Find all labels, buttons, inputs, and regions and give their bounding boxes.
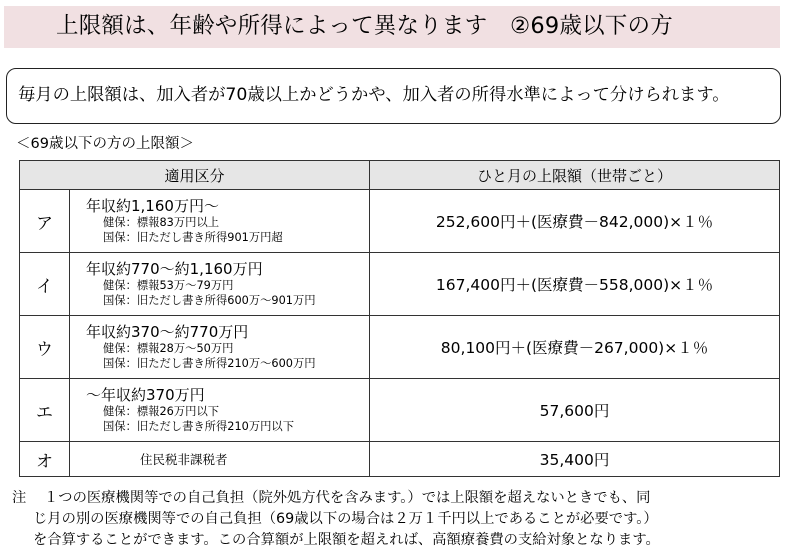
table-row — [20, 190, 780, 253]
category-cell — [70, 379, 370, 442]
category-detail: 国保：旧ただし書き所得600万～901万円 — [103, 294, 316, 307]
header-limit: ひと月の上限額（世帯ごと） — [370, 161, 780, 190]
table-row — [20, 379, 780, 442]
title-bar — [4, 6, 780, 48]
row-label: オ — [20, 442, 70, 477]
limit-cell: 167,400円＋(医療費－558,000)×１％ — [370, 253, 780, 316]
intro-text: 毎月の上限額は、加入者が70歳以上かどうかや、加入者の所得水準によって分けられます。 — [18, 85, 730, 105]
category-detail: 国保：旧ただし書き所得210万～600万円 — [103, 357, 316, 370]
category-income: 住民税非課税者 — [140, 452, 228, 467]
table-row — [20, 253, 780, 316]
category-cell — [70, 253, 370, 316]
category-detail: 健保：標報28万～50万円 — [103, 342, 234, 355]
category-income: 年収約770～約1,160万円 — [86, 260, 263, 278]
category-income: 年収約370～約770万円 — [86, 323, 249, 341]
row-label: エ — [20, 379, 70, 442]
category-cell — [70, 190, 370, 253]
limit-cell: 57,600円 — [370, 379, 780, 442]
limit-cell: 252,600円＋(医療費－842,000)×１％ — [370, 190, 780, 253]
row-label: ウ — [20, 316, 70, 379]
category-detail: 健保：標報53万～79万円 — [103, 279, 234, 292]
intro-box — [6, 68, 781, 124]
table-row — [20, 442, 780, 477]
table-row — [20, 316, 780, 379]
category-cell — [70, 442, 370, 477]
row-label: ア — [20, 190, 70, 253]
table-header-row — [20, 161, 780, 190]
limit-cell: 80,100円＋(医療費－267,000)×１％ — [370, 316, 780, 379]
footnote-line: じ月の別の医療機関等での自己負担（69歳以下の場合は２万１千円以上であることが必要です。） — [33, 511, 658, 527]
header-category: 適用区分 — [20, 161, 370, 190]
page-title: 上限額は、年齢や所得によって異なります ②69歳以下の方 — [56, 13, 673, 39]
category-cell — [70, 316, 370, 379]
limit-table — [19, 160, 780, 477]
category-detail: 国保：旧ただし書き所得901万円超 — [103, 231, 283, 244]
limit-cell: 35,400円 — [370, 442, 780, 477]
row-label: イ — [20, 253, 70, 316]
category-detail: 国保：旧ただし書き所得210万円以下 — [103, 420, 295, 433]
category-income: ～年収約370万円 — [86, 386, 205, 404]
category-income: 年収約1,160万円～ — [86, 197, 219, 215]
category-detail: 健保：標報26万円以下 — [103, 405, 220, 418]
footnote — [12, 488, 660, 551]
table-caption: ＜69歳以下の方の上限額＞ — [16, 136, 194, 152]
footnote-text: １つの医療機関等での自己負担（院外処方代を含みます。）では上限額を超えないときでも、同 — [44, 490, 651, 506]
footnote-line: を合算することができます。この合算額が上限額を超えれば、高額療養費の支給対象となります。 — [33, 532, 660, 548]
footnote-line — [12, 488, 660, 509]
category-detail: 健保：標報83万円以上 — [103, 216, 220, 229]
footnote-label: 注 — [12, 490, 27, 506]
